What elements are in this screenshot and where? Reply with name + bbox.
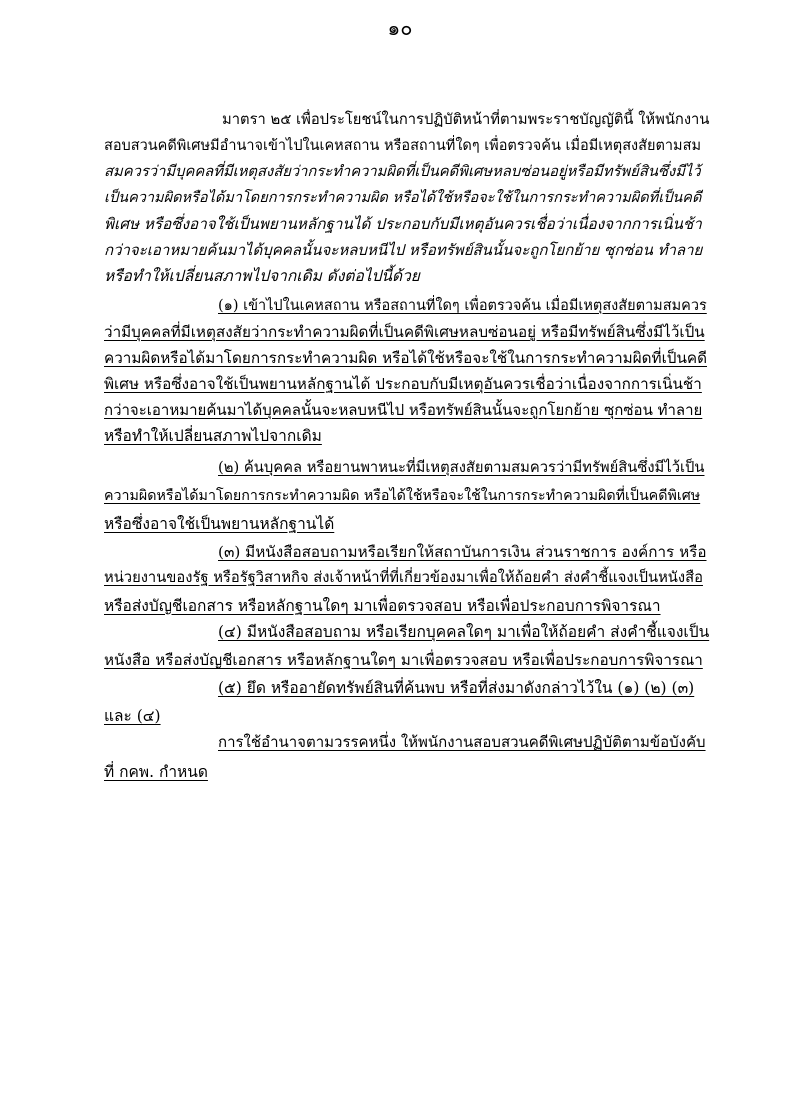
paragraph-line: สมควรว่ามีบุคคลที่มีเหตุสงสัยว่ากระทำความผิดที่เป็นคดีพิเศษหลบซ่อนอยู่หรือมีทรัพย์สินซึ่งมีไว้ (104, 163, 701, 180)
item-line: ความผิดหรือได้มาโดยการกระทำความผิด หรือได้ใช้หรือจะใช้ในการกระทำความผิดที่เป็นคดี (104, 349, 708, 367)
item-line: (๒) ค้นบุคคล หรือยานพาหนะที่มีเหตุสงสัยตามสมควรว่ามีทรัพย์สินซึ่งมีไว้เป็น (218, 459, 705, 476)
item-line: หรือซึ่งอาจใช้เป็นพยานหลักฐานได้ (104, 515, 335, 533)
item-line: หรือทำให้เปลี่ยนสภาพไปจากเดิม (104, 427, 322, 445)
item-line: (๑) เข้าไปในเคหสถาน หรือสถานที่ใดๆ เพื่อตรวจค้น เมื่อมีเหตุสงสัยตามสมควร (218, 298, 707, 314)
item-line: และ (๔) (104, 707, 161, 725)
section-intro: มาตรา ๒๕ เพื่อประโยชน์ในการปฏิบัติหน้าที่ตามพระราชบัญญัตินี้ ให้พนักงาน (222, 111, 710, 128)
item-line: ว่ามีบุคคลที่มีเหตุสงสัยว่ากระทำความผิดที่เป็นคดีพิเศษหลบซ่อนอยู่ หรือมีทรัพย์สินซึ่งมีไว้เป็น (104, 323, 705, 341)
item-line: หนังสือ หรือส่งบัญชีเอกสาร หรือหลักฐานใดๆ มาเพื่อตรวจสอบ หรือเพื่อประกอบการพิจารณา (104, 651, 703, 669)
paragraph-line: กว่าจะเอาหมายค้นมาได้บุคคลนั้นจะหลบหนีไป หรือทรัพย์สินนั้นจะถูกโยกย้าย ซุกซ่อน ทำลาย (104, 241, 703, 259)
closing-line: ที่ กคพ. กำหนด (104, 763, 208, 781)
item-line: พิเศษ หรือซึ่งอาจใช้เป็นพยานหลักฐานได้ ประกอบกับมีเหตุอันควรเชื่อว่าเนื่องจากการเนิ่นช้า (104, 375, 702, 393)
paragraph-line: หรือทำให้เปลี่ยนสภาพไปจากเดิม ดังต่อไปนี้ด้วย (104, 267, 420, 285)
item-line: หน่วยงานของรัฐ หรือรัฐวิสาหกิจ ส่งเจ้าหน้าที่ที่เกี่ยวข้องมาเพื่อให้ถ้อยคำ ส่งคำชี้แจงเป็นหนังสือ (104, 569, 703, 586)
item-line: (๕) ยึด หรืออายัดทรัพย์สินที่ค้นพบ หรือที่ส่งมาดังกล่าวไว้ใน (๑) (๒) (๓) (218, 679, 695, 697)
closing-line: การใช้อำนาจตามวรรคหนึ่ง ให้พนักงานสอบสวนคดีพิเศษปฏิบัติตามข้อบังคับ (218, 733, 706, 751)
paragraph-line: พิเศษ หรือซึ่งอาจใช้เป็นพยานหลักฐานได้ ประกอบกับมีเหตุอันควรเชื่อว่าเนื่องจากการเนิ่นช้า (104, 215, 702, 233)
item-line: ความผิดหรือได้มาโดยการกระทำความผิด หรือได้ใช้หรือจะใช้ในการกระทำความผิดที่เป็นคดีพิเศษ (104, 488, 701, 504)
item-line: กว่าจะเอาหมายค้นมาได้บุคคลนั้นจะหลบหนีไป หรือทรัพย์สินนั้นจะถูกโยกย้าย ซุกซ่อน ทำลาย (104, 401, 703, 419)
paragraph-line: สอบสวนคดีพิเศษมีอำนาจเข้าไปในเคหสถาน หรือสถานที่ใดๆ เพื่อตรวจค้น เมื่อมีเหตุสงสัยตามสม (104, 138, 702, 154)
page-number: ๑๐ (387, 16, 413, 40)
item-line: (๓) มีหนังสือสอบถามหรือเรียกให้สถาบันการเงิน ส่วนราชการ องค์การ หรือ (218, 543, 707, 561)
paragraph-line: เป็นความผิดหรือได้มาโดยการกระทำความผิด หรือได้ใช้หรือจะใช้ในการกระทำความผิดที่เป็นคดี (104, 190, 702, 206)
item-line: หรือส่งบัญชีเอกสาร หรือหลักฐานใดๆ มาเพื่อตรวจสอบ หรือเพื่อประกอบการพิจารณา (104, 597, 661, 615)
item-line: (๔) มีหนังสือสอบถาม หรือเรียกบุคคลใดๆ มาเพื่อให้ถ้อยคำ ส่งคำชี้แจงเป็น (218, 623, 710, 641)
